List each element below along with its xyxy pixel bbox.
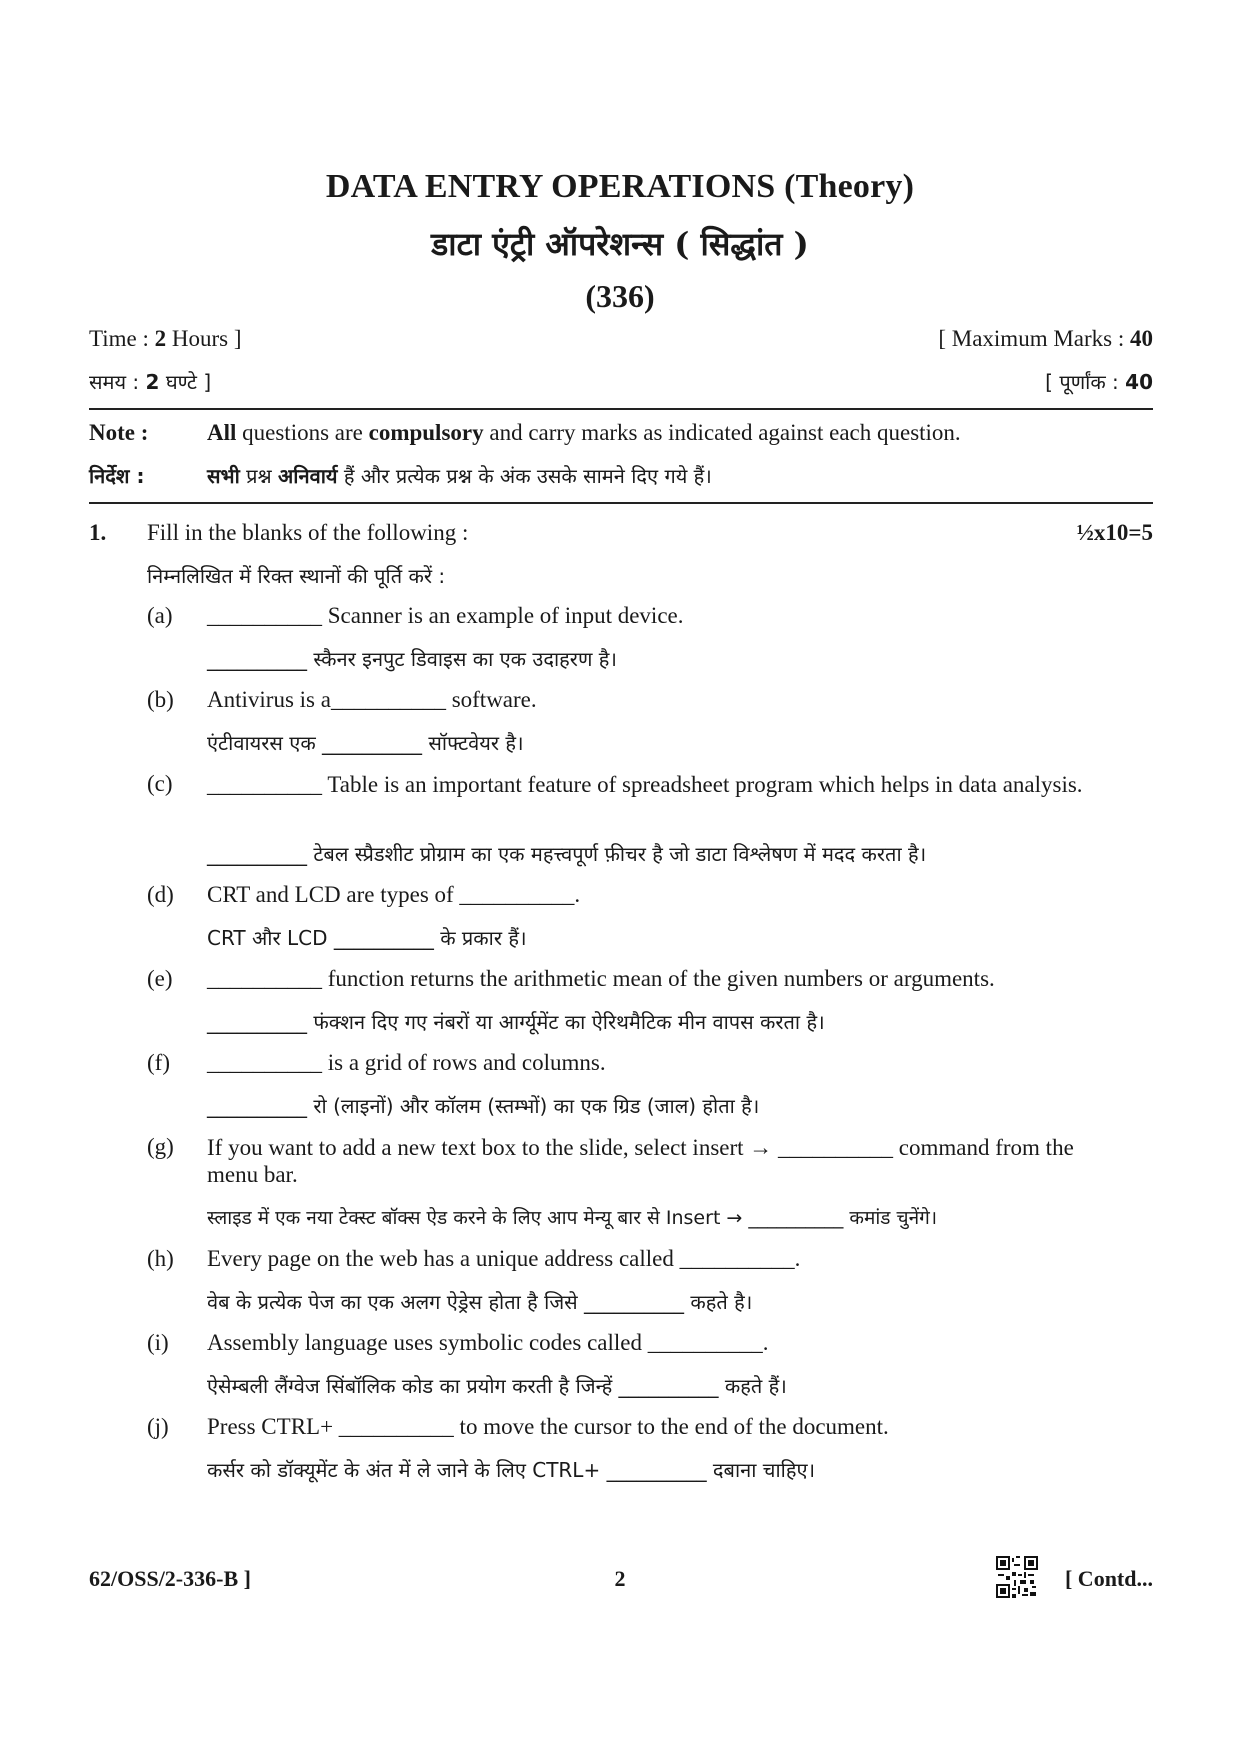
note-label-english: Note : bbox=[89, 420, 149, 445]
item-label: (f) bbox=[147, 1050, 170, 1075]
item-english: __________ Table is an important feature of spreadsheet program which helps in data analysis. bbox=[207, 772, 1083, 797]
question-number: 1. bbox=[89, 520, 107, 545]
divider-bottom bbox=[89, 502, 1153, 504]
item-label: (d) bbox=[147, 882, 174, 907]
divider-top bbox=[89, 408, 1153, 410]
question-heading-hindi: निम्नलिखित में रिक्त स्थानों की पूर्ति करें : bbox=[147, 564, 446, 588]
title-hindi: डाटा एंट्री ऑपरेशन्स ( सिद्धांत ) bbox=[431, 225, 809, 263]
item-label: (h) bbox=[147, 1246, 174, 1271]
item-label: (g) bbox=[147, 1134, 174, 1159]
paper-code: 62/OSS/2-336-B ] bbox=[89, 1566, 251, 1591]
item-hindi: ऐसेम्बली लैंग्वेज सिंबॉलिक कोड का प्रयोग करती है जिन्हें __________ कहते हैं। bbox=[207, 1374, 787, 1398]
question-heading-english: Fill in the blanks of the following : bbox=[147, 520, 469, 545]
note-text-english: All questions are compulsory and carry marks as indicated against each question. bbox=[207, 420, 961, 445]
item-hindi: वेब के प्रत्येक पेज का एक अलग ऐड्रेस होता है जिसे __________ कहते है। bbox=[207, 1290, 753, 1314]
item-hindi: __________ रो (लाइनों) और कॉलम (स्तम्भों) का एक ग्रिड (जाल) होता है। bbox=[207, 1094, 760, 1118]
item-label: (c) bbox=[147, 771, 173, 796]
item-hindi: CRT और LCD __________ के प्रकार हैं। bbox=[207, 926, 527, 950]
item-hindi: कर्सर को डॉक्यूमेंट के अंत में ले जाने के लिए CTRL+ __________ दबाना चाहिए। bbox=[207, 1458, 816, 1482]
note-label-hindi: निर्देश : bbox=[89, 464, 145, 488]
qr-code-icon bbox=[996, 1556, 1038, 1598]
item-label: (a) bbox=[147, 603, 173, 628]
item-english: CRT and LCD are types of __________. bbox=[207, 882, 581, 907]
subject-code: (336) bbox=[585, 278, 655, 314]
question-marks: ½x10=5 bbox=[1076, 520, 1153, 545]
page-number: 2 bbox=[614, 1566, 626, 1591]
item-hindi: __________ टेबल स्प्रैडशीट प्रोग्राम का एक महत्त्वपूर्ण फ़ीचर है जो डाटा विश्लेषण में मदद करता है। bbox=[207, 842, 927, 866]
item-hindi: स्लाइड में एक नया टेक्स्ट बॉक्स ऐड करने के लिए आप मेन्यू बार से Insert → __________ कमांड चुनेंगे। bbox=[207, 1207, 938, 1229]
item-english: __________ Scanner is an example of input device. bbox=[207, 603, 684, 628]
note-text-hindi: सभी प्रश्न अनिवार्य हैं और प्रत्येक प्रश्न के अंक उसके सामने दिए गये हैं। bbox=[207, 464, 712, 488]
max-marks-english: [ Maximum Marks : 40 bbox=[938, 326, 1153, 351]
item-hindi: __________ स्कैनर इनपुट डिवाइस का एक उदाहरण है। bbox=[207, 647, 617, 671]
item-hindi: एंटीवायरस एक __________ सॉफ्टवेयर है। bbox=[207, 731, 524, 755]
continued-label: [ Contd... bbox=[1064, 1566, 1153, 1591]
title-english: DATA ENTRY OPERATIONS (Theory) bbox=[325, 168, 915, 205]
time-hindi: समय : 2 घण्टे ] bbox=[89, 370, 212, 394]
item-label: (j) bbox=[147, 1414, 169, 1439]
item-english: Press CTRL+ __________ to move the cursor to the end of the document. bbox=[207, 1414, 889, 1439]
item-english: Every page on the web has a unique address called __________. bbox=[207, 1246, 801, 1271]
time-english: Time : 2 Hours ] bbox=[89, 326, 242, 351]
item-english: Antivirus is a__________ software. bbox=[207, 687, 537, 712]
item-english: __________ function returns the arithmetic mean of the given numbers or arguments. bbox=[207, 966, 995, 991]
item-english: Assembly language uses symbolic codes called __________. bbox=[207, 1330, 769, 1355]
item-label: (b) bbox=[147, 687, 174, 712]
item-english: If you want to add a new text box to the slide, select insert → __________ command from the menu bar. bbox=[207, 1135, 1074, 1187]
item-label: (i) bbox=[147, 1330, 169, 1355]
item-hindi: __________ फंक्शन दिए गए नंबरों या आर्ग्यूमेंट का ऐरिथमैटिक मीन वापस करता है। bbox=[207, 1010, 825, 1034]
max-marks-hindi: [ पूर्णांक : 40 bbox=[1045, 370, 1153, 394]
item-english: __________ is a grid of rows and columns. bbox=[207, 1050, 606, 1075]
item-label: (e) bbox=[147, 966, 173, 991]
